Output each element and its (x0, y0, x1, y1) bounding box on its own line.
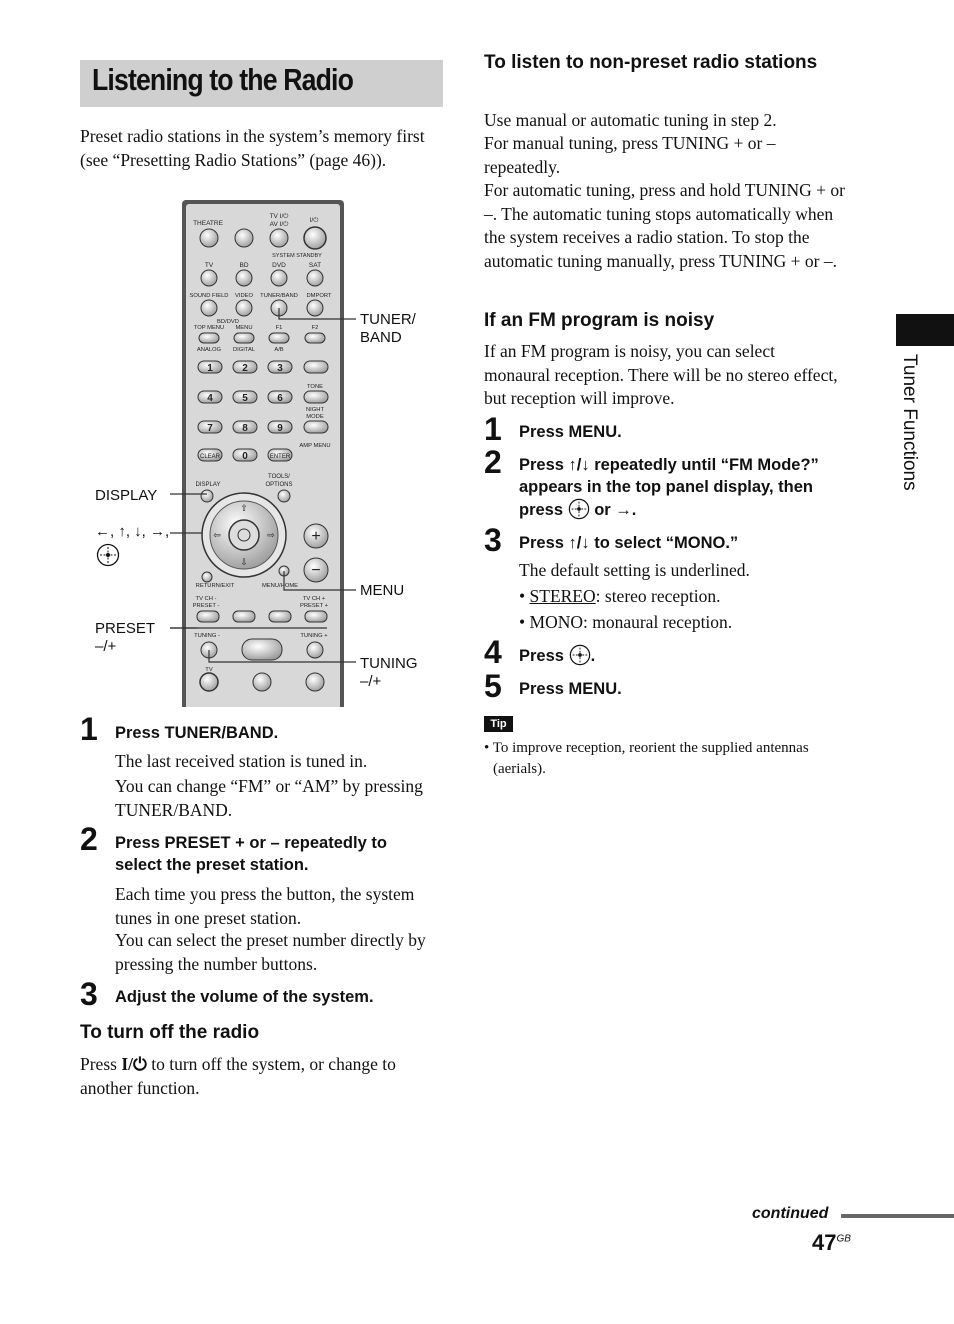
lbl-theatre: THEATRE (193, 220, 223, 227)
svg-text:DMPORT: DMPORT (306, 293, 332, 299)
svg-text:5: 5 (242, 393, 248, 404)
svg-text:A/B: A/B (274, 347, 284, 353)
svg-text:TUNING -: TUNING - (194, 633, 220, 639)
svg-text:PRESET +: PRESET + (299, 603, 329, 609)
fm-noisy-intro: If an FM program is noisy, you can select monaural reception. There will be no stereo effect, but reception will improve. (484, 341, 838, 408)
non-preset-heading: To listen to non-preset radio stations (484, 52, 818, 73)
svg-text:8: 8 (242, 423, 248, 434)
svg-text:⇧: ⇧ (240, 503, 248, 513)
callout-tuning: TUNING –/+ (360, 655, 418, 690)
svg-text:⇨: ⇨ (267, 530, 275, 540)
enter-icon (96, 543, 120, 567)
bullet-mono: • MONO: monaural reception. (519, 612, 733, 632)
svg-text:AV I/⏻: AV I/⏻ (269, 221, 289, 228)
svg-text:TV: TV (205, 667, 213, 673)
step-number: 1 (80, 711, 98, 747)
svg-text:TUNING +: TUNING + (300, 633, 328, 639)
step-body: The last received station is tuned in. (115, 751, 368, 771)
intro-text: Preset radio stations in the system’s memory first (see “Presetting Radio Stations” (page 46)). (80, 126, 425, 170)
tip-text: • To improve reception, reorient the supplied antennas (aerials). (484, 740, 809, 777)
svg-text:DISPLAY: DISPLAY (195, 482, 221, 488)
svg-text:2: 2 (242, 363, 248, 374)
step-label: Press . (519, 644, 595, 667)
step-number: 2 (80, 821, 98, 857)
svg-text:RETURN/EXIT: RETURN/EXIT (195, 583, 235, 589)
svg-text:F2: F2 (311, 325, 319, 331)
svg-text:+: + (311, 528, 321, 545)
callout-display: DISPLAY (95, 487, 158, 504)
lbl-power: I/⏻ (309, 217, 319, 224)
enter-icon (569, 644, 591, 666)
svg-text:VIDEO: VIDEO (234, 293, 254, 299)
step-body: Each time you press the button, the system tunes in one preset station. (115, 884, 415, 928)
svg-text:CLEAR: CLEAR (199, 454, 221, 460)
svg-text:TV CH +: TV CH + (302, 596, 326, 602)
non-preset-p1: Use manual or automatic tuning in step 2. (484, 110, 777, 130)
turn-off-heading: To turn off the radio (80, 1022, 260, 1043)
step-label: Press ↑/↓ to select “MONO.” (519, 534, 739, 552)
page-title: Listening to the Radio (92, 62, 354, 97)
svg-text:F1: F1 (275, 325, 283, 331)
svg-text:SOUND FIELD: SOUND FIELD (189, 293, 229, 299)
svg-text:1: 1 (207, 363, 213, 374)
svg-text:TV: TV (204, 262, 214, 269)
page-number: $47^{GB}$ (812, 1230, 851, 1255)
section-tab-label: Tuner Functions (899, 354, 920, 491)
svg-text:SAT: SAT (308, 262, 322, 269)
svg-text:9: 9 (277, 423, 283, 434)
fm-noisy-heading: If an FM program is noisy (484, 310, 715, 331)
svg-text:⇦: ⇦ (213, 530, 221, 540)
step-body: You can select the preset number directly by pressing the number buttons. (115, 930, 426, 974)
svg-text:3: 3 (277, 363, 283, 374)
svg-text:⇩: ⇩ (240, 557, 248, 567)
svg-text:ANALOG: ANALOG (196, 347, 222, 353)
non-preset-p2: For manual tuning, press TUNING + or – repeatedly. (484, 133, 776, 177)
svg-text:BD/DVD: BD/DVD (217, 319, 239, 325)
step-body: You can change “FM” or “AM” by pressing TUNER/BAND. (115, 776, 423, 820)
step-number: 5 (484, 668, 502, 704)
svg-text:OPTIONS: OPTIONS (265, 482, 293, 488)
step-body: The default setting is underlined. (519, 560, 750, 580)
svg-text:TOP MENU: TOP MENU (193, 325, 225, 331)
bullet-stereo: • STEREO: stereo reception. (519, 586, 721, 606)
svg-text:4: 4 (207, 393, 213, 404)
svg-text:AMP MENU: AMP MENU (299, 443, 331, 449)
callout-tuner-band: TUNER/ BAND (360, 311, 416, 346)
svg-text:−: − (311, 562, 321, 579)
tip-badge: Tip (484, 716, 513, 732)
step-number: 1 (484, 411, 502, 447)
step-number: 3 (484, 522, 502, 558)
enter-icon (568, 498, 590, 520)
svg-text:0: 0 (242, 451, 248, 462)
step-number: 2 (484, 444, 502, 480)
step-label: Press ↑/↓ repeatedly until “FM Mode?” appears in the top panel display, then press or →. (519, 456, 819, 519)
step-number: 4 (484, 634, 502, 670)
svg-text:PRESET -: PRESET - (192, 603, 220, 609)
step-label: Press MENU. (519, 680, 622, 698)
step-label: Adjust the volume of the system. (115, 988, 374, 1006)
continued-bar (841, 1214, 954, 1218)
svg-text:6: 6 (277, 393, 283, 404)
svg-text:TUNER/BAND: TUNER/BAND (260, 293, 298, 299)
step-label: Press PRESET + or – repeatedly to select the preset station. (115, 834, 387, 874)
step-label: Press MENU. (519, 423, 622, 441)
continued-label: continued (752, 1205, 829, 1222)
svg-text:ENTER: ENTER (269, 454, 291, 460)
svg-text:TOOLS/: TOOLS/ (268, 474, 290, 480)
callout-arrows: ←, ↑, ↓, →, (95, 523, 170, 540)
svg-text:DIGITAL: DIGITAL (232, 347, 256, 353)
svg-text:TONE: TONE (307, 384, 323, 390)
svg-text:MENU: MENU (235, 325, 253, 331)
power-icon: I/⏻ (121, 1054, 147, 1074)
section-tab-marker (896, 314, 954, 346)
svg-text:NIGHT: NIGHT (305, 407, 325, 413)
callout-preset: PRESET –/+ (95, 620, 156, 655)
svg-text:MODE: MODE (306, 414, 324, 420)
lbl-tv-av: TV I/⏻ (269, 213, 289, 220)
svg-text:SYSTEM STANDBY: SYSTEM STANDBY (272, 253, 322, 259)
step-number: 3 (80, 976, 98, 1012)
svg-text:7: 7 (207, 423, 213, 434)
svg-text:DVD: DVD (272, 262, 286, 269)
turn-off-text: Press I/⏻ to turn off the system, or change to another function. (80, 1054, 396, 1098)
step-label: Press TUNER/BAND. (115, 724, 279, 742)
non-preset-p3: For automatic tuning, press and hold TUNING + or –. The automatic tuning stops automatically when the system receives a radio station. To stop the automatic tuning manually, press TUNING + or –. (484, 180, 845, 271)
svg-text:TV CH -: TV CH - (195, 596, 217, 602)
svg-text:BD: BD (239, 262, 249, 269)
svg-text:MENU/HOME: MENU/HOME (261, 583, 299, 589)
callout-menu: MENU (360, 582, 405, 599)
